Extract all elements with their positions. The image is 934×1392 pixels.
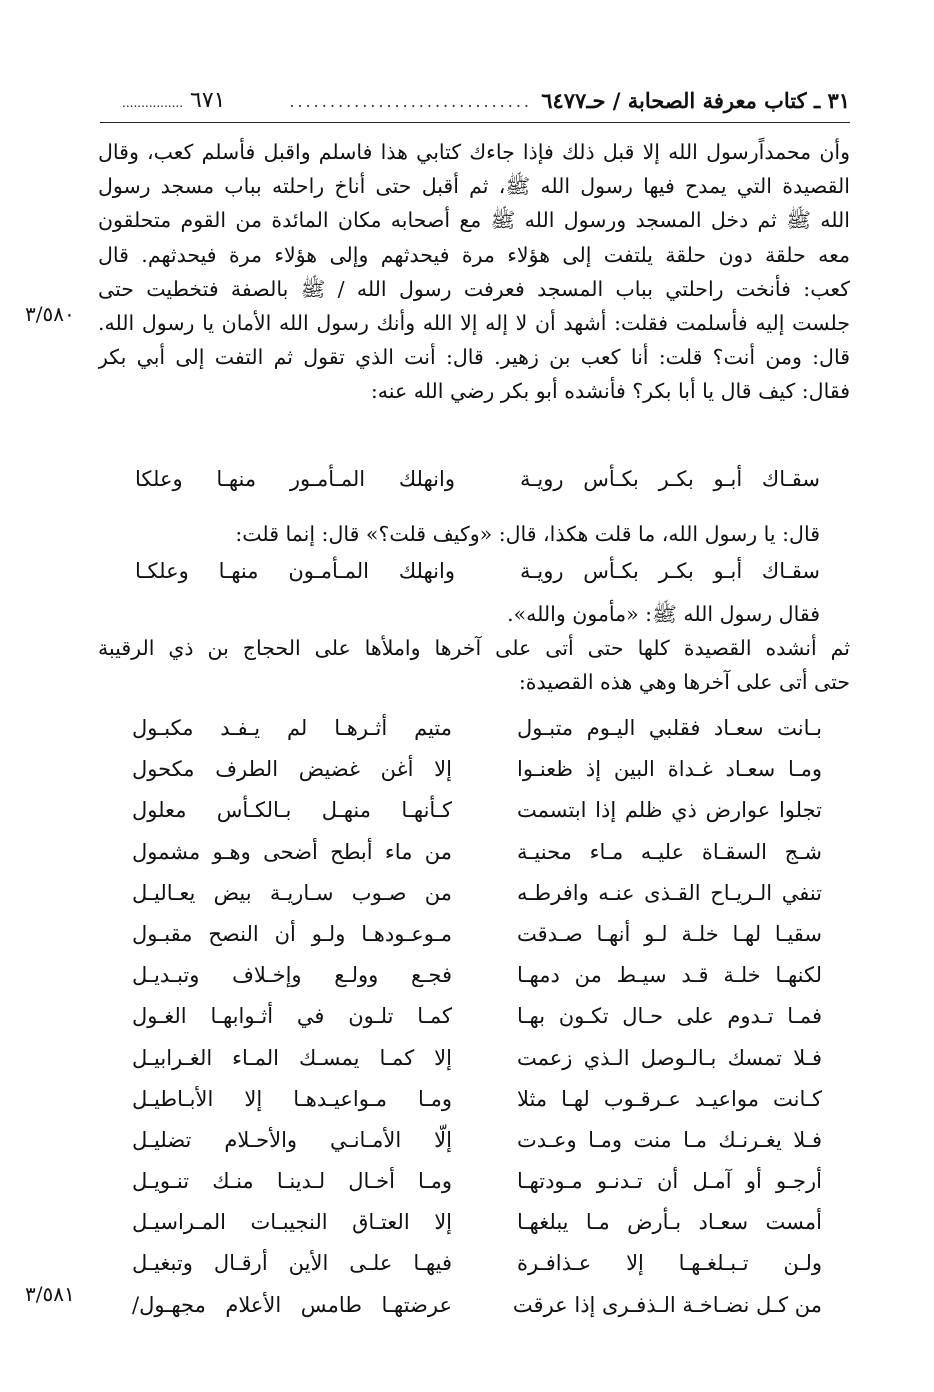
verse-first-hemistich: ولـن تـبـلغـهـا إلا عـذافـرة <box>517 1251 822 1276</box>
verse-2 <box>98 559 850 599</box>
verse-first-hemistich: سقـاك أبـو بكـر بكـأس رويـة <box>520 467 820 491</box>
prose-block-2 <box>98 517 850 551</box>
verse-first-hemistich: فـلا تمسك بـالـوصل الـذي زعمت <box>517 1045 822 1070</box>
verse-first-hemistich: بـانت سعـاد فقلبي اليـوم متبـول <box>517 716 822 740</box>
verse-first-hemistich: ومـا سعـاد غـداة البين إذ ظعنـوا <box>517 757 822 782</box>
verse-second-hemistich: وانهلك المـأمـون منهـا وعلكـا <box>135 559 455 583</box>
verse-second-hemistich: ومـا أخـال لـدينـا منـك تنـويـل <box>132 1169 452 1194</box>
verse-first-hemistich: فـلا يغـرنـك مـا منت ومـا وعـدت <box>517 1127 822 1152</box>
text-line: كعب: فأنخت راحلتي بباب المسجد فعرفت رسول الله / ﷺ بالصفة فتخطيت حتى <box>98 276 850 301</box>
text-line: القصيدة التي يمدح فيها رسول الله ﷺ، ثم أقبل حتى أناخ راحلته بباب مسجد رسول <box>98 174 850 199</box>
verse-second-hemistich: فجـع وولـع وإخـلاف وتبـديـل <box>132 963 452 988</box>
verse-second-hemistich: إلا كمـا يمسـك المـاء الغـرابيـل <box>132 1045 452 1070</box>
verse-first-hemistich: تجلوا عوارض ذي ظلم إذا ابتسمت <box>517 798 822 823</box>
text-line: جلست إليه فأسلمت فقلت: أشهد أن لا إله إلا الله وأنك رسول الله الأمان يا رسول الله. <box>98 310 850 335</box>
verse-first-hemistich: سقيـا لهـا خلـة لـو أنهـا صـدقت <box>517 921 822 946</box>
text-line: فقال: كيف قال يا أبا بكر؟ فأنشده أبو بكر رضي الله عنه: <box>370 379 850 404</box>
verse-first-hemistich: لكنهـا خلـة قـد سيـط من دمهـا <box>517 963 822 988</box>
verse-second-hemistich: وانهلك المـأمـور منهـا وعلكا <box>135 467 455 491</box>
margin-reference: ٣/٥٨٠ <box>25 302 75 326</box>
text-line: الله ﷺ ثم دخل المسجد ورسول الله ﷺ مع أصحابه مكان المائدة من القوم متحلقون <box>98 208 850 233</box>
poem-verse <box>98 1087 850 1128</box>
verse-second-hemistich: من ماء أبطح أضحى وهـو مشمول <box>132 839 452 864</box>
verse-second-hemistich: مـوعـودهـا ولـو أن النصح مقبـول <box>132 921 452 946</box>
text-line: فقال رسول الله ﷺ: «مأمون والله». <box>507 602 820 626</box>
verse-second-hemistich: إلا العتـاق النجيبـات المـراسيـل <box>132 1210 452 1235</box>
poem-verse <box>98 757 850 798</box>
poem-verse <box>98 798 850 839</box>
poem-verse <box>98 1046 850 1087</box>
page-number: ٦٧١ ................ <box>122 88 226 113</box>
verse-second-hemistich: كمـا تلـون في أثـوابهـا الغـول <box>132 1004 452 1029</box>
poem-verse <box>98 922 850 963</box>
header-dots: .............................. <box>289 92 532 111</box>
verse-first-hemistich: فمـا تـدوم على حـال تكـون بهـا <box>517 1004 822 1029</box>
verse-first-hemistich: أرجـو أو آمـل أن تـدنـو مـودتهـا <box>517 1169 822 1194</box>
poem-verse <box>98 1293 850 1334</box>
text-line: حتى أتى على آخرها وهي هذه القصيدة: <box>518 670 850 695</box>
poem-verse <box>98 716 850 757</box>
text-line: قال: ومن أنت؟ قلت: أنا كعب بن زهير. قال: أنت الذي تقول ثم التفت إلى أبي بكر <box>98 345 850 370</box>
margin-reference: ٣/٥٨١ <box>25 1282 75 1306</box>
qasida-poem <box>98 716 850 1334</box>
verse-second-hemistich: فيهـا علـى الأين أرقـال وتبغيـل <box>132 1251 452 1276</box>
poem-verse <box>98 963 850 1004</box>
verse-first-hemistich: سقـاك أبـو بكـر بكـأس رويـة <box>520 559 820 583</box>
verse-first-hemistich: شـج السقـاة عليـه مـاء محنيـة <box>517 839 822 864</box>
verse-second-hemistich: إلّا الأمـانـي والأحـلام تضليـل <box>132 1127 452 1152</box>
running-header <box>100 88 850 123</box>
text-line: ثم أنشده القصيدة كلها حتى أتى على آخرها واملأها على الحجاج بن ذي الرقيبة <box>98 636 850 661</box>
verse-1 <box>98 467 850 507</box>
verse-second-hemistich: إلا أغن غضيض الطرف مكحول <box>132 757 452 782</box>
poem-verse <box>98 1169 850 1210</box>
poem-verse <box>98 1210 850 1251</box>
text-line: وأن محمداًرسول الله إلا قبل ذلك فإذا جاءك كتابي هذا فاسلم واقبل فأسلم كعب، وقال <box>98 140 850 164</box>
verse-second-hemistich: عرضتهـا طامس الأعلام مجهـول/ <box>132 1292 452 1317</box>
poem-verse <box>98 1128 850 1169</box>
text-line: معه حلقة دون حلقة يلتفت إلى هؤلاء مرة فيحدثهم وإلى هؤلاء مرة فيحدثهم. قال <box>98 242 850 267</box>
verse-second-hemistich: كـأنهـا منهـل بـالكـأس معلول <box>132 798 452 823</box>
poem-verse <box>98 1004 850 1045</box>
verse-first-hemistich: من كـل نضـاخـة الـذفـرى إذا عرقت <box>512 1292 822 1317</box>
poem-verse <box>98 840 850 881</box>
poem-verse <box>98 881 850 922</box>
verse-second-hemistich: من صـوب سـاريـة بيض يعـاليـل <box>132 880 452 905</box>
verse-first-hemistich: تنفي الـريـاح القـذى عنـه وافرطـه <box>517 880 822 905</box>
prose-block-3 <box>98 597 850 700</box>
verse-second-hemistich: متيم أثـرهـا لم يـفـد مكبـول <box>132 716 452 740</box>
verse-first-hemistich: أمست سعـاد بـأرض مـا يبلغهـا <box>517 1210 822 1235</box>
verse-second-hemistich: ومـا مـواعيـدهـا إلا الأبـاطيـل <box>132 1086 452 1111</box>
text-line: قال: يا رسول الله، ما قلت هكذا، قال: «وكيف قلت؟» قال: إنما قلت: <box>235 522 820 546</box>
chapter-title: ٣١ ـ كتاب معرفة الصحابة / حـ٦٤٧٧ <box>541 88 850 113</box>
prose-block-1 <box>98 135 850 409</box>
verse-first-hemistich: كـانت مواعيـد عـرقـوب لهـا مثلا <box>517 1086 822 1111</box>
poem-verse <box>98 1251 850 1292</box>
